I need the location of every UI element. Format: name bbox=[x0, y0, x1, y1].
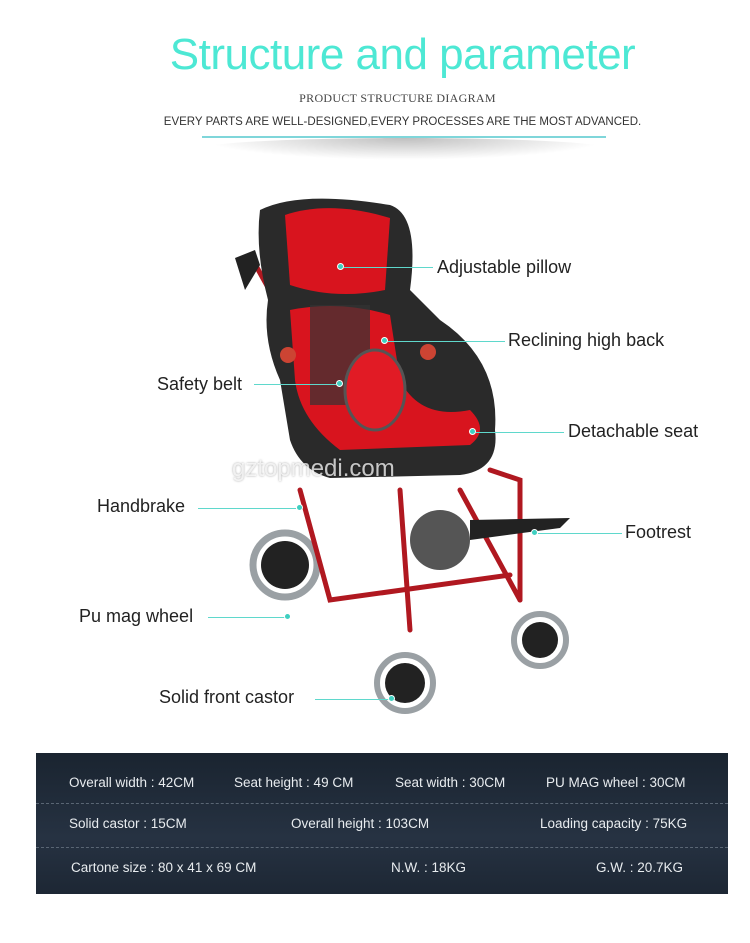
front-castor-label: Solid front castor bbox=[159, 687, 295, 707]
footrest-line bbox=[538, 533, 622, 534]
tagline: EVERY PARTS ARE WELL-DESIGNED,EVERY PROCESSES ARE THE MOST ADVANCED. bbox=[163, 116, 642, 128]
spec-solid-castor: Solid castor : 15CM bbox=[69, 816, 187, 831]
spec-carton-size: Cartone size : 80 x 41 x 69 CM bbox=[71, 860, 257, 875]
pillow-line bbox=[344, 267, 433, 268]
castor-line bbox=[315, 699, 389, 700]
spec-gross-weight: G.W. : 20.7KG bbox=[596, 860, 684, 875]
spec-overall-height: Overall height : 103CM bbox=[291, 816, 430, 831]
row-divider bbox=[36, 803, 728, 804]
spec-overall-width: Overall width : 42CM bbox=[69, 775, 195, 790]
wheel-dot bbox=[284, 613, 291, 620]
reclining-back-label: Reclining high back bbox=[508, 330, 665, 350]
brake-dot bbox=[296, 504, 303, 511]
footrest-label: Footrest bbox=[625, 522, 692, 542]
belt-dot bbox=[336, 380, 343, 387]
spec-row bbox=[36, 860, 728, 880]
castor-dot bbox=[388, 695, 395, 702]
spec-net-weight: N.W. : 18KG bbox=[391, 860, 467, 875]
spec-seat-height: Seat height : 49 CM bbox=[234, 775, 354, 790]
page-title: Structure and parameter bbox=[169, 30, 636, 79]
spec-row bbox=[36, 775, 728, 795]
footrest-dot bbox=[531, 529, 538, 536]
subtitle: PRODUCT STRUCTURE DIAGRAM bbox=[299, 91, 496, 105]
detachable-seat-label: Detachable seat bbox=[568, 421, 699, 441]
back-dot bbox=[381, 337, 388, 344]
row-divider bbox=[36, 847, 728, 848]
adjustable-pillow-label: Adjustable pillow bbox=[437, 257, 572, 277]
spec-pu-mag-wheel: PU MAG wheel : 30CM bbox=[546, 775, 686, 790]
spec-row bbox=[36, 816, 728, 836]
back-line bbox=[388, 341, 505, 342]
spec-loading-capacity: Loading capacity : 75KG bbox=[540, 816, 688, 831]
pillow-dot bbox=[337, 263, 344, 270]
spec-table bbox=[36, 753, 728, 894]
handbrake-label: Handbrake bbox=[97, 496, 186, 516]
seat-line bbox=[476, 432, 564, 433]
spec-seat-width: Seat width : 30CM bbox=[395, 775, 506, 790]
pu-mag-wheel-label: Pu mag wheel bbox=[79, 606, 194, 626]
brake-line bbox=[198, 508, 296, 509]
wheel-line bbox=[208, 617, 285, 618]
safety-belt-label: Safety belt bbox=[157, 374, 243, 394]
watermark: gztopmedi.com bbox=[232, 455, 395, 482]
belt-line bbox=[254, 384, 336, 385]
seat-dot bbox=[469, 428, 476, 435]
